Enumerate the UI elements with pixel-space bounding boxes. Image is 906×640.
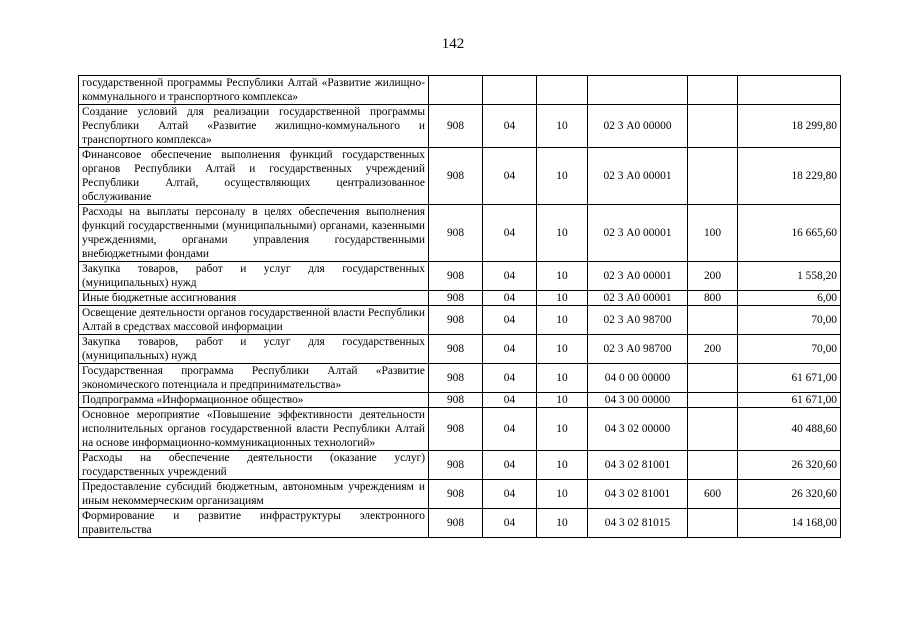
row-name-cell: Освещение деятельности органов государственной власти Республики Алтай в средствах массовой информации	[79, 306, 429, 335]
table-body	[79, 76, 841, 538]
row-name-cell: Создание условий для реализации государственной программы Республики Алтай «Развитие жилищно-коммунального и транспортного комплекса»	[79, 105, 429, 148]
table-row	[79, 335, 841, 364]
section-code-cell: 04	[483, 205, 537, 262]
row-name-cell: Расходы на выплаты персоналу в целях обеспечения выполнения функций государственными (муниципальными) органами, казенными учреждениями, органами управления государственными внебюджетными фондами	[79, 205, 429, 262]
target-article-cell: 04 3 00 00000	[588, 393, 688, 408]
row-name-cell: Иные бюджетные ассигнования	[79, 291, 429, 306]
target-article-cell: 02 3 А0 00001	[588, 262, 688, 291]
section-code-cell: 04	[483, 509, 537, 538]
section-code-cell: 04	[483, 408, 537, 451]
admin-code-cell: 908	[429, 393, 483, 408]
target-article-cell: 04 3 02 81001	[588, 480, 688, 509]
table-row	[79, 262, 841, 291]
expense-type-cell: 200	[688, 262, 738, 291]
expense-type-cell	[688, 148, 738, 205]
table-row	[79, 451, 841, 480]
subsection-code-cell: 10	[537, 408, 588, 451]
budget-table	[78, 75, 841, 538]
section-code-cell: 04	[483, 291, 537, 306]
row-name-cell: Финансовое обеспечение выполнения функций государственных органов Республики Алтай и государственных учреждений Республики Алтай, осуществляющих централизованное обслуживание	[79, 148, 429, 205]
section-code-cell: 04	[483, 480, 537, 509]
subsection-code-cell: 10	[537, 306, 588, 335]
expense-type-cell	[688, 408, 738, 451]
admin-code-cell	[429, 76, 483, 105]
target-article-cell: 04 3 02 81001	[588, 451, 688, 480]
target-article-cell: 02 3 А0 98700	[588, 306, 688, 335]
subsection-code-cell: 10	[537, 148, 588, 205]
expense-type-cell	[688, 509, 738, 538]
target-article-cell: 02 3 А0 00001	[588, 205, 688, 262]
admin-code-cell: 908	[429, 148, 483, 205]
amount-cell: 18 229,80	[738, 148, 841, 205]
expense-type-cell	[688, 393, 738, 408]
row-name-cell: Предоставление субсидий бюджетным, автономным учреждениям и иным некоммерческим организациям	[79, 480, 429, 509]
row-name-cell: Закупка товаров, работ и услуг для государственных (муниципальных) нужд	[79, 262, 429, 291]
admin-code-cell: 908	[429, 335, 483, 364]
amount-cell: 61 671,00	[738, 364, 841, 393]
row-name-cell: Расходы на обеспечение деятельности (оказание услуг) государственных учреждений	[79, 451, 429, 480]
target-article-cell: 02 3 А0 00001	[588, 291, 688, 306]
admin-code-cell: 908	[429, 408, 483, 451]
row-name-cell: государственной программы Республики Алтай «Развитие жилищно-коммунального и транспортного комплекса»	[79, 76, 429, 105]
section-code-cell: 04	[483, 393, 537, 408]
target-article-cell	[588, 76, 688, 105]
amount-cell: 16 665,60	[738, 205, 841, 262]
expense-type-cell: 800	[688, 291, 738, 306]
subsection-code-cell: 10	[537, 335, 588, 364]
subsection-code-cell: 10	[537, 364, 588, 393]
admin-code-cell: 908	[429, 451, 483, 480]
table-row	[79, 291, 841, 306]
table-row	[79, 509, 841, 538]
expense-type-cell	[688, 76, 738, 105]
amount-cell: 14 168,00	[738, 509, 841, 538]
expense-type-cell: 600	[688, 480, 738, 509]
admin-code-cell: 908	[429, 306, 483, 335]
expense-type-cell	[688, 306, 738, 335]
expense-type-cell	[688, 105, 738, 148]
expense-type-cell: 200	[688, 335, 738, 364]
admin-code-cell: 908	[429, 291, 483, 306]
expense-type-cell	[688, 451, 738, 480]
subsection-code-cell: 10	[537, 205, 588, 262]
target-article-cell: 02 3 А0 98700	[588, 335, 688, 364]
admin-code-cell: 908	[429, 509, 483, 538]
row-name-cell: Формирование и развитие инфраструктуры электронного правительства	[79, 509, 429, 538]
amount-cell: 70,00	[738, 306, 841, 335]
section-code-cell: 04	[483, 262, 537, 291]
table-row	[79, 76, 841, 105]
expense-type-cell: 100	[688, 205, 738, 262]
amount-cell: 26 320,60	[738, 451, 841, 480]
row-name-cell: Подпрограмма «Информационное общество»	[79, 393, 429, 408]
subsection-code-cell	[537, 76, 588, 105]
table-row	[79, 408, 841, 451]
subsection-code-cell: 10	[537, 105, 588, 148]
subsection-code-cell: 10	[537, 451, 588, 480]
section-code-cell: 04	[483, 306, 537, 335]
table-row	[79, 205, 841, 262]
amount-cell: 6,00	[738, 291, 841, 306]
section-code-cell: 04	[483, 105, 537, 148]
section-code-cell: 04	[483, 148, 537, 205]
amount-cell	[738, 76, 841, 105]
subsection-code-cell: 10	[537, 509, 588, 538]
target-article-cell: 02 3 А0 00000	[588, 105, 688, 148]
table-row	[79, 148, 841, 205]
amount-cell: 18 299,80	[738, 105, 841, 148]
section-code-cell: 04	[483, 364, 537, 393]
row-name-cell: Государственная программа Республики Алтай «Развитие экономического потенциала и предпринимательства»	[79, 364, 429, 393]
row-name-cell: Основное мероприятие «Повышение эффективности деятельности исполнительных органов государственной власти Республики Алтай на основе информационно-коммуникационных технологий»	[79, 408, 429, 451]
amount-cell: 40 488,60	[738, 408, 841, 451]
admin-code-cell: 908	[429, 364, 483, 393]
admin-code-cell: 908	[429, 205, 483, 262]
subsection-code-cell: 10	[537, 262, 588, 291]
table-row	[79, 306, 841, 335]
subsection-code-cell: 10	[537, 480, 588, 509]
table-row	[79, 105, 841, 148]
admin-code-cell: 908	[429, 262, 483, 291]
amount-cell: 70,00	[738, 335, 841, 364]
table-row	[79, 393, 841, 408]
admin-code-cell: 908	[429, 480, 483, 509]
target-article-cell: 04 0 00 00000	[588, 364, 688, 393]
expense-type-cell	[688, 364, 738, 393]
page-number: 142	[441, 36, 465, 52]
target-article-cell: 04 3 02 81015	[588, 509, 688, 538]
section-code-cell: 04	[483, 335, 537, 364]
amount-cell: 1 558,20	[738, 262, 841, 291]
admin-code-cell: 908	[429, 105, 483, 148]
target-article-cell: 04 3 02 00000	[588, 408, 688, 451]
table-row	[79, 364, 841, 393]
subsection-code-cell: 10	[537, 393, 588, 408]
target-article-cell: 02 3 А0 00001	[588, 148, 688, 205]
row-name-cell: Закупка товаров, работ и услуг для государственных (муниципальных) нужд	[79, 335, 429, 364]
amount-cell: 26 320,60	[738, 480, 841, 509]
amount-cell: 61 671,00	[738, 393, 841, 408]
section-code-cell: 04	[483, 451, 537, 480]
section-code-cell	[483, 76, 537, 105]
subsection-code-cell: 10	[537, 291, 588, 306]
table-row	[79, 480, 841, 509]
